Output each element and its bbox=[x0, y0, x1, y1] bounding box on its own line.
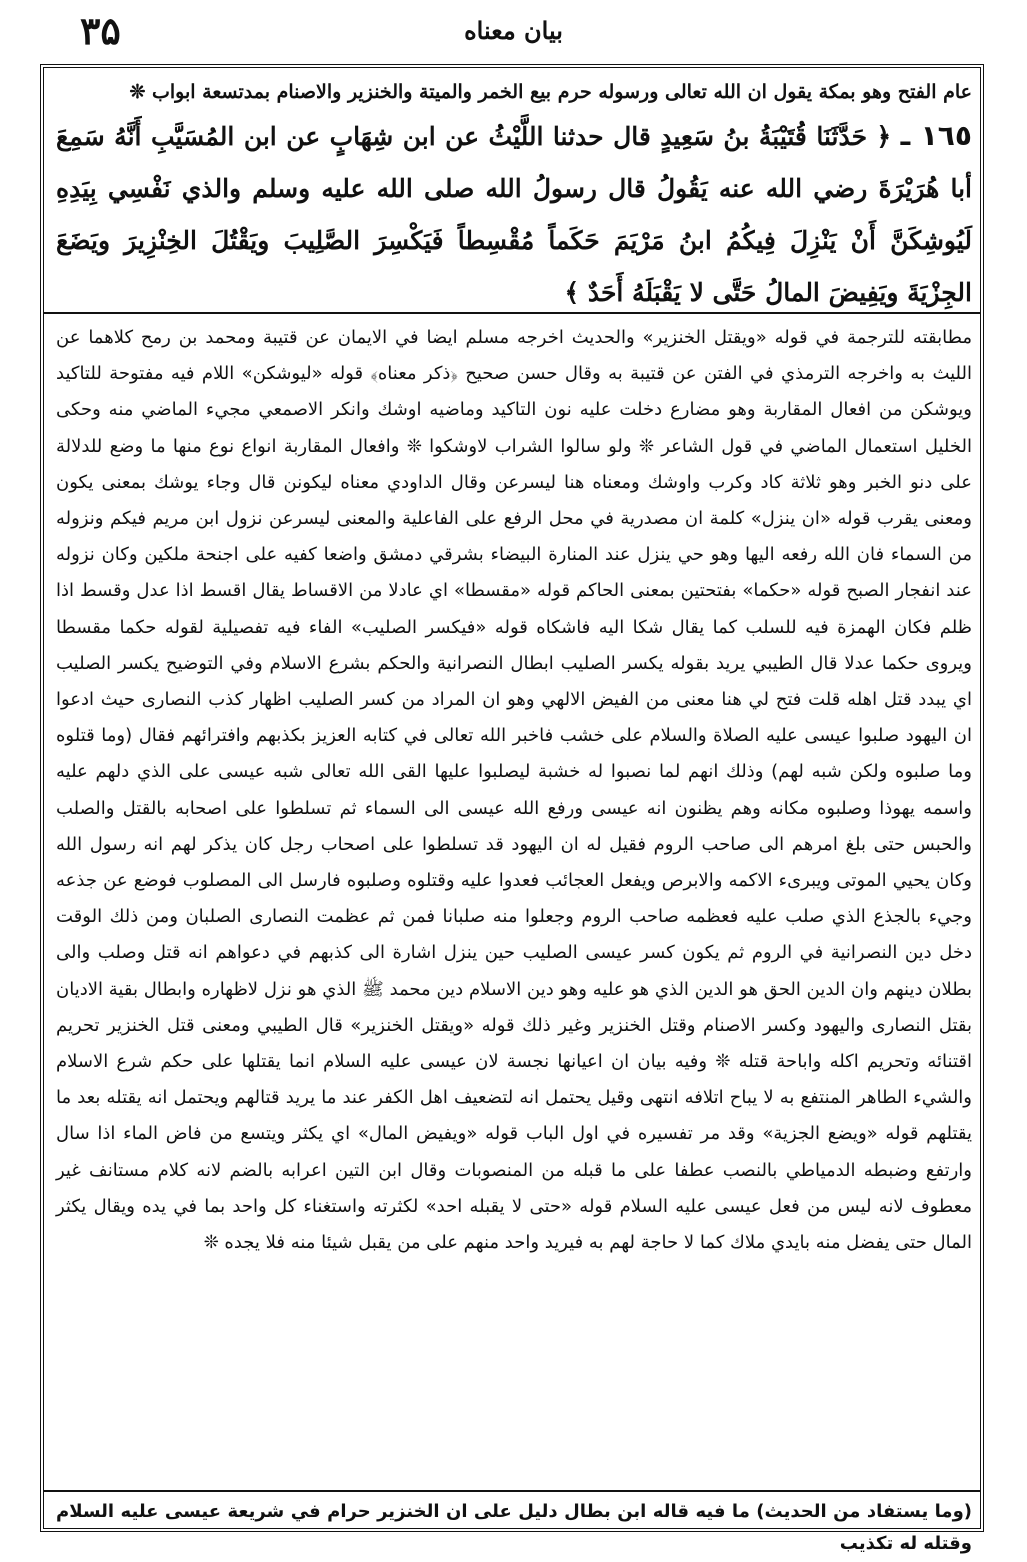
page-header bbox=[40, 8, 987, 58]
hadith-text-block bbox=[56, 110, 972, 319]
footer-divider bbox=[44, 1490, 980, 1492]
intro-line: عام الفتح وهو بمكة يقول ان الله تعالى ورسوله حرم بيع الخمر والميتة والخنزير والاصنام بمدتسعة ابواب ❊ bbox=[129, 81, 972, 103]
running-head: بیان معناه bbox=[464, 16, 563, 45]
footer-line: (وما يستفاد من الحديث) ما فيه قاله ابن بطال دليل على ان الخنزير حرام في شريعة عيسى عليه السلام وقتله له تكذيب bbox=[56, 1501, 972, 1554]
commentary bbox=[56, 320, 972, 1261]
page-number: ۳۵ bbox=[80, 8, 121, 53]
hadith-block bbox=[56, 74, 972, 319]
hadith-text: ﴿ حَدَّثَنَا قُتَيْبَةُ بنُ سَعِيدٍ قال حدثنا اللَّيْثُ عن ابن شِهَابٍ عن ابن المُسَيَّبِ أَنَّهُ سَمِعَ أبا هُرَيْرَةَ رضي الله عنه يَقُولُ قال رسولُ الله صلى الله عليه وسلم والذي نَفْسِي بِيَدِهِ لَيُوشِكَنَّ أَنْ يَنْزِلَ فِيكُمُ ابنُ مَرْيَمَ حَكَماً مُقْسِطاً فَيَكْسِرَ الصَّلِيبَ ويَقْتُلَ الخِنْزِيرَ ويَضَعَ الجِزْيَةَ ويَفِيضَ المالُ حَتَّى لا يَقْبَلَهُ أَحَدٌ ﴾ bbox=[56, 122, 972, 307]
commentary-paragraph: مطابقته للترجمة في قوله «ويقتل الخنزير» والحديث اخرجه مسلم ايضا في الايمان عن قتيبة ومحمد بن رمح كلاهما عن الليث به واخرجه الترمذي في الفتن عن قتيبة به وقال حسن صحيح ﴿ذكر معناه﴾ قوله «ليوشكن» اللام فيه مفتوحة للتاكيد ويوشكن من افعال المقاربة وهو مضارع دخلت عليه نون التاكيد وماضيه اوشك وانكر الاصمعي مجيء الماضي منه وحكى الخليل استعمال الماضي في قول الشاعر ❊ ولو سالوا الشراب لاوشكوا ❊ وافعال المقاربة انواع نوع منها ما وضع للدلالة على دنو الخبر وهو ثلاثة كاد وكرب واوشك ومعناه هنا ليسرعن وقال الداودي معناه ليكونن قال وجاء يوشك بمعنى يكون ومعنى يقرب قوله «ان ينزل» كلمة ان مصدرية في محل الرفع على الفاعلية والمعنى ليسرعن نزول ابن مريم فيكم ونزوله من السماء فان الله رفعه اليها وهو حي ينزل عند المنارة البيضاء بشرقي دمشق واضعا كفيه على اجنحة ملكين وكان نزوله عند انفجار الصبح قوله «حكما» بفتحتين بمعنى الحاكم قوله «مقسطا» اي عادلا من الاقساط يقال اقسط اذا عدل وقسط اذا ظلم فكان الهمزة فيه للسلب كما يقال شكا اليه فاشكاه قوله «فيكسر الصليب» الفاء فيه تفصيلية لقوله حكما مقسطا ويروى حكما عدلا قال الطيبي يريد بقوله يكسر الصليب ابطال النصرانية والحكم بشرع الاسلام وفي التوضيح يكسر الصليب اي يبدد قتل اهله قلت فتح لي هنا معنى من الفيض الالهي وهو ان المراد من كسر الصليب اظهار كذب النصارى حيث ادعوا ان اليهود صلبوا عيسى عليه الصلاة والسلام على خشب فاخبر الله تعالى في كتابه العزيز بكذبهم وافترائهم فقال (وما قتلوه وما صلبوه ولكن شبه لهم) وذلك انهم لما نصبوا له خشبة ليصلبوا عليها القى الله تعالى شبه عيسى على الذي دلهم عليه واسمه يهوذا وصلبوه مكانه وهم يظنون انه عيسى ورفع الله عيسى الى السماء ثم تسلطوا على اصحابه بالقتل والصلب والحبس حتى بلغ امرهم الى صاحب الروم فقيل له ان اليهود قد تسلطوا على اصحاب رجل كان يذكر لهم انه رسول الله وكان يحيي الموتى ويبرىء الاكمه والابرص ويفعل العجائب فعدوا عليه وقتلوه وصلبوه فارسل الى المصلوب فوضع عن جذعه وجيء بالجذع الذي صلب عليه فعظمه صاحب الروم وجعلوا منه صلبانا فمن ثم عظمت النصارى الصلبان ومن ذلك الوقت دخل دين النصرانية في الروم ثم يكون كسر عيسى الصليب حين ينزل اشارة الى كذبهم في دعواهم انه قتل وصلب والى بطلان دينهم وان الدين الحق هو الدين الذي هو عليه وهو دين الاسلام دين محمد ﷺ الذي هو نزل لاظهاره وابطال بقية الاديان بقتل النصارى واليهود وكسر الاصنام وقتل الخنزير وغير ذلك قوله «ويقتل الخنزير» قال الطيبي ومعنى قتل الخنزير تحريم اقتنائه وتحريم اكله واباحة قتله ❊ وفيه بيان ان اعيانها نجسة لان عيسى عليه السلام انما يقتلها على حكم شرع الاسلام والشيء الطاهر المنتفع به لا يباح اتلافه انتهى وقيل يحتمل انه لتضعيف اهل الكفر عند ما يريد قتالهم ويحتمل انه يقتله بعد ما يقتلهم قوله «ويضع الجزية» وقد مر تفسيره في اول الباب قوله «ويفيض المال» اي يكثر ويتسع من فاض الماء اذا سال وارتفع وضبطه الدمياطي بالنصب عطفا على ما قبله من المنصوبات وقال ابن التين اعرابه بالضم لانه كلام مستانف غير معطوف لانه ليس من فعل عيسى عليه السلام قوله «حتى لا يقبله احد» لكثرته واستغناء كل واحد بما في يده ويقال يكثر المال حتى يفضل منه بايدي ملاك كما لا حاجة لهم به فيريد واحد منهم على من يقبل شيئا منه فلا يجده ❊ bbox=[56, 327, 972, 1254]
hadith-number: ١٦٥ ـ bbox=[900, 119, 972, 152]
section-divider bbox=[44, 312, 980, 314]
